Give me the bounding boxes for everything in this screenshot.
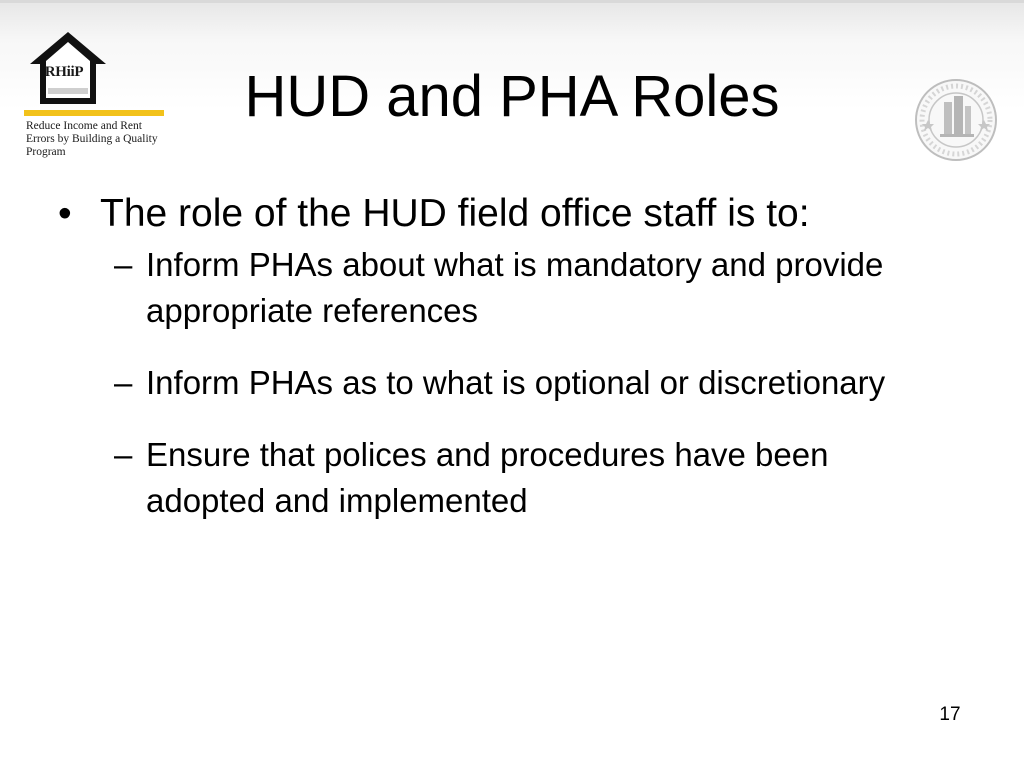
sub-bullet-list bbox=[58, 242, 958, 524]
sub-bullet-text: Inform PHAs as to what is optional or discretionary bbox=[146, 364, 886, 401]
logo-tagline-line: Reduce Income and Rent bbox=[26, 120, 142, 132]
slide-top-border bbox=[0, 0, 1024, 3]
slide-title: HUD and PHA Roles bbox=[244, 64, 780, 129]
logo-tagline-line: Program bbox=[26, 146, 66, 158]
sub-bullet bbox=[114, 242, 906, 334]
slide-number: 17 bbox=[939, 704, 961, 725]
dash-marker: – bbox=[114, 436, 133, 473]
sub-bullet-text: Ensure that polices and procedures have been adopted and implemented bbox=[146, 436, 829, 519]
logo-tagline-line: Errors by Building a Quality bbox=[26, 133, 158, 145]
dash-marker: – bbox=[114, 364, 133, 401]
sub-bullet-text: Inform PHAs about what is mandatory and provide appropriate references bbox=[146, 246, 884, 329]
logo-wordmark: RHiiP bbox=[44, 64, 84, 80]
rhiip-logo bbox=[24, 30, 174, 170]
main-bullet-text: The role of the HUD field office staff is to: bbox=[100, 192, 810, 235]
logo-accent-bar bbox=[24, 110, 164, 116]
main-bullet bbox=[58, 190, 958, 238]
sub-bullet bbox=[114, 360, 906, 406]
slide-content bbox=[58, 190, 958, 550]
bullet-marker: • bbox=[58, 192, 72, 235]
sub-bullet bbox=[114, 432, 906, 524]
dash-marker: – bbox=[114, 246, 133, 283]
hud-seal-icon bbox=[914, 78, 998, 162]
logo-tagline bbox=[26, 120, 176, 159]
